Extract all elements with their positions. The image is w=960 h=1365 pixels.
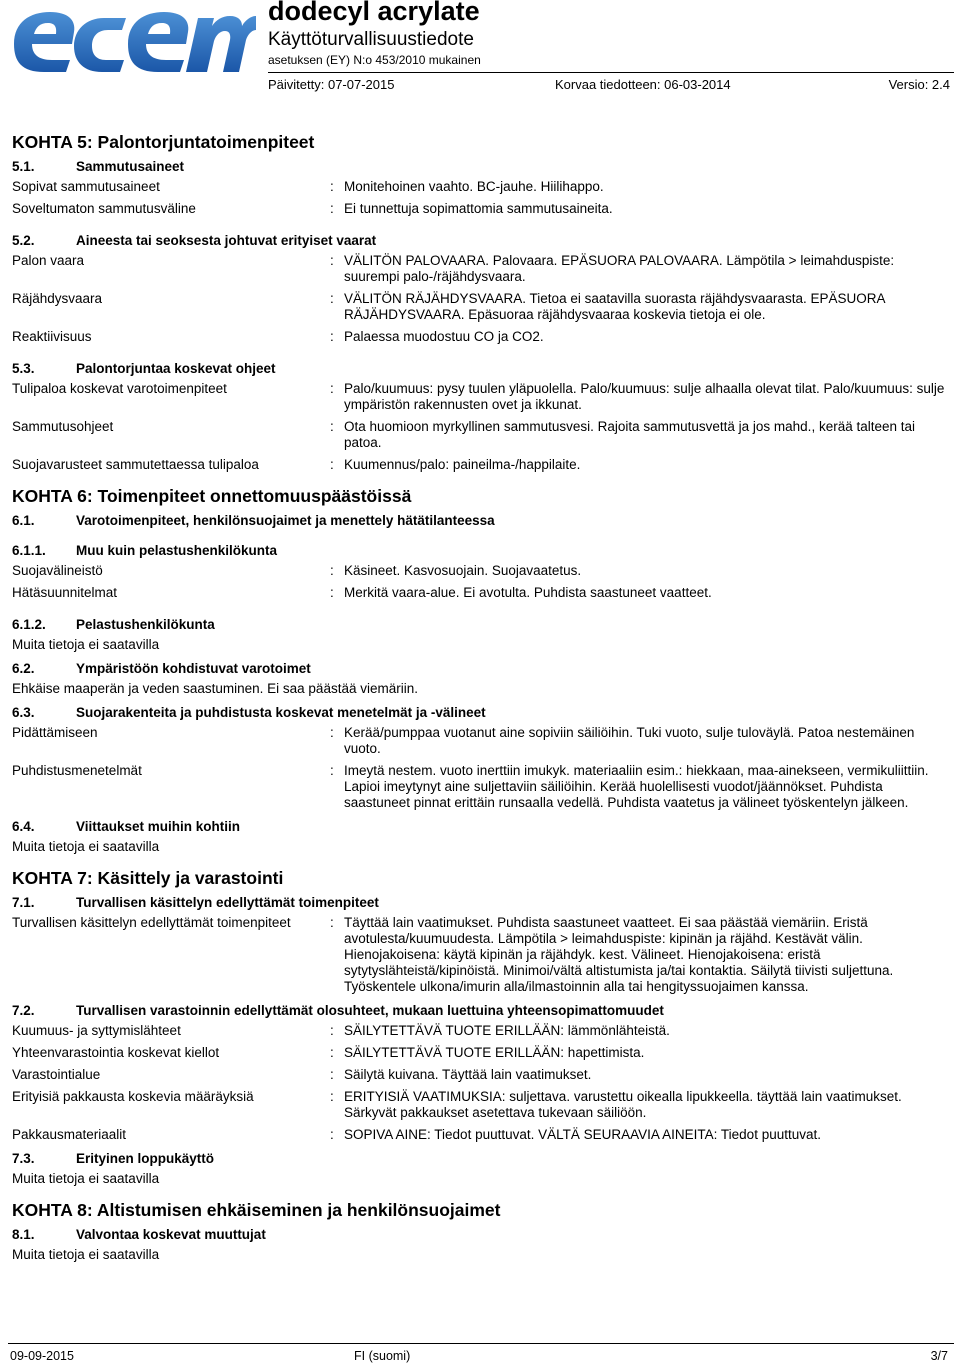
document-body — [12, 129, 952, 1269]
row-label: Sammutusohjeet — [12, 419, 114, 434]
section-7-heading: KOHTA 7: Käsittely ja varastointi — [12, 868, 284, 888]
info-row: Erityisiä pakkausta koskevia määräyksiä : ERITYISIÄ VAATIMUKSIA: suljettava. varustettu oikealla lipukkeella. täyttää lain vaatimukset. Särkyvät pakkaukset asetettava tukevaan säiliöön. — [12, 1089, 952, 1127]
row-value: Käsineet. Kasvosuojain. Suojavaatetus. — [344, 563, 582, 578]
info-row: Tulipaloa koskevat varotoimenpiteet : Palo/kuumuus: pysy tuulen yläpuolella. Palo/kuumuus: sulje alhaalla olevat tilat. Palo/kuumuus: sulje ympäristön rakennusten ovet ja ikkunat. — [12, 381, 952, 419]
paragraph: Muita tietoja ei saatavilla — [12, 839, 160, 854]
subsection-title: Palontorjuntaa koskevat ohjeet — [76, 361, 276, 376]
section-8-heading: KOHTA 8: Altistumisen ehkäiseminen ja henkilönsuojaimet — [12, 1200, 501, 1220]
subsection-7-2 — [12, 1001, 952, 1023]
info-row: Varastointialue : Säilytä kuivana. Täyttää lain vaatimukset. — [12, 1067, 952, 1089]
section-5-heading: KOHTA 5: Palontorjuntatoimenpiteet — [12, 132, 315, 152]
row-label: Hätäsuunnitelmat — [12, 585, 118, 600]
subsection-number: 6.1. — [12, 513, 35, 528]
info-row: Puhdistusmenetelmät : Imeytä nestem. vuoto inerttiin imukyk. materiaaliin esim.: hiekkaan, maa-ainekseen, vermikuliittiin. Lapioi imeytynyt aine suljettaviin säiliöihin. Kerää huolellisesti vuodot/jäännökset. Puhdista saastuneet pinnat erittäin runsaalla vedellä. Puhdista vaatetus ja välineet työskentelyn jälkeen. — [12, 763, 952, 817]
subsection-title: Aineesta tai seoksesta johtuvat erityiset vaarat — [76, 233, 377, 248]
row-label: Pakkausmateriaalit — [12, 1127, 127, 1142]
info-row: Soveltumaton sammutusväline : Ei tunnettuja sopimattomia sammutusaineita. — [12, 201, 952, 223]
updated-date: Päivitetty: 07-07-2015 — [268, 77, 395, 92]
subsection-6-4 — [12, 817, 952, 839]
info-row: Suojavarusteet sammutettaessa tulipaloa : Kuumennus/palo: paineilma-/happilaite. — [12, 457, 952, 479]
info-row: Palon vaara : VÄLITÖN PALOVAARA. Palovaara. EPÄSUORA PALOVAARA. Lämpötila > leimahduspiste: suurempi palo-/räjähdysvaara. — [12, 253, 952, 291]
row-label: Pidättämiseen — [12, 725, 98, 740]
row-label: Turvallisen käsittelyn edellyttämät toimenpiteet — [12, 915, 291, 930]
info-row: Räjähdysvaara : VÄLITÖN RÄJÄHDYSVAARA. Tietoa ei saatavilla suorasta räjähdysvaarasta. EPÄSUORA RÄJÄHDYSVAARA. Epäsuoraa räjähdysvaaraa koskevia tietoja ei ole. — [12, 291, 952, 329]
subsection-number: 5.3. — [12, 361, 35, 376]
info-row: Pidättämiseen : Kerää/pumppaa vuotanut aine sopiviin säiliöihin. Tuki vuoto, sulje tuloväylä. Patoa nestemäinen vuoto. — [12, 725, 952, 763]
paragraph: Ehkäise maaperän ja veden saastuminen. Ei saa päästää viemäriin. — [12, 681, 418, 696]
subsection-5-3 — [12, 359, 952, 381]
row-label: Tulipaloa koskevat varotoimenpiteet — [12, 381, 227, 396]
info-row: Hätäsuunnitelmat : Merkitä vaara-alue. Ei avotulta. Puhdista saastuneet vaatteet. — [12, 585, 952, 607]
subsection-5-1 — [12, 157, 952, 179]
paragraph: Muita tietoja ei saatavilla — [12, 637, 160, 652]
subsection-5-2 — [12, 231, 952, 253]
footer-language: FI (suomi) — [354, 1349, 411, 1363]
row-label: Sopivat sammutusaineet — [12, 179, 160, 194]
row-label: Palon vaara — [12, 253, 85, 268]
row-value: Merkitä vaara-alue. Ei avotulta. Puhdista saastuneet vaatteet. — [344, 585, 712, 600]
info-row: Pakkausmateriaalit : SOPIVA AINE: Tiedot puuttuvat. VÄLTÄ SEURAAVIA AINEITA: Tiedot puuttuvat. — [12, 1127, 952, 1149]
row-value: Säilytä kuivana. Täyttää lain vaatimukset. — [344, 1067, 592, 1082]
row-label: Kuumuus- ja syttymislähteet — [12, 1023, 181, 1038]
product-title: dodecyl acrylate — [268, 0, 480, 26]
subsection-number: 7.3. — [12, 1151, 35, 1166]
info-row: Sopivat sammutusaineet : Monitehoinen vaahto. BC-jauhe. Hiilihappo. — [12, 179, 952, 201]
ecem-logo — [8, 4, 256, 78]
footer-divider — [8, 1343, 954, 1344]
subsection-6-1-2 — [12, 615, 952, 637]
row-value: Ota huomioon myrkyllinen sammutusvesi. Rajoita sammutusvettä ja jos mahd., kerää talteen tai patoa. — [344, 419, 916, 450]
row-value: SÄILYTETTÄVÄ TUOTE ERILLÄÄN: hapettimista. — [344, 1045, 645, 1060]
info-row: Turvallisen käsittelyn edellyttämät toimenpiteet : Täyttää lain vaatimukset. Puhdista saastuneet vaatteet. Ei saa päästää viemäriin. Eristä avotulesta/kuumuudesta. Lämpötila > leimahduspiste: kipinän ja räjähd. Kestävät välin. Hienojakoisena: käytä kipinän ja räjähdyk. kest. Välineet. Hienojakoisena: eristä sytytyslähteistä/kipinöistä. Minimoi/vältä altistumista ja/tai kontaktia. Säilytä tiivisti suljettuna. Työskentele ulkona/imurin alla/ilmastoinnin alla tai hengityssuojaimen kanssa. — [12, 915, 952, 1001]
subsection-6-3 — [12, 703, 952, 725]
row-value: VÄLITÖN RÄJÄHDYSVAARA. Tietoa ei saatavilla suorasta räjähdysvaarasta. EPÄSUORA RÄJÄHDYSVAARA. Epäsuoraa räjähdysvaaraa koskevia tietoja ei ole. — [344, 291, 885, 322]
page-number: 3/7 — [930, 1349, 948, 1363]
subsection-title: Ympäristöön kohdistuvat varotoimet — [76, 661, 311, 676]
row-value: Palaessa muodostuu CO ja CO2. — [344, 329, 544, 344]
subsection-number: 6.3. — [12, 705, 35, 720]
row-label: Soveltumaton sammutusväline — [12, 201, 196, 216]
subsection-6-1 — [12, 511, 952, 533]
row-value: Täyttää lain vaatimukset. Puhdista saastuneet vaatteet. Ei saa päästää viemäriin. Eristä avotulesta/kuumuudesta. Lämpötila > leimahduspiste: kipinän ja räjähd. Kestävät välin. Hienojakoisena: käytä kipinän ja räjähdyk. kest. Välineet. Hienojakoisena: eristä sytytyslähteistä/kipinöistä. Minimoi/vältä altistumista ja/tai kontaktia. Säilytä tiivisti suljettuna. Työskentele ulkona/imurin alla/ilmastoinnin alla tai hengityssuojaimen kanssa. — [344, 915, 894, 994]
version: Versio: 2.4 — [888, 77, 950, 92]
replaces-date: Korvaa tiedotteen: 06-03-2014 — [555, 77, 731, 92]
subsection-6-2 — [12, 659, 952, 681]
row-label: Räjähdysvaara — [12, 291, 103, 306]
subsection-title: Viittaukset muihin kohtiin — [76, 819, 241, 834]
paragraph: Muita tietoja ei saatavilla — [12, 1247, 160, 1262]
row-label: Puhdistusmenetelmät — [12, 763, 142, 778]
row-label: Yhteenvarastointia koskevat kiellot — [12, 1045, 220, 1060]
subsection-number: 6.1.1. — [12, 543, 46, 558]
row-value: ERITYISIÄ VAATIMUKSIA: suljettava. varustettu oikealla lipukkeella. täyttää lain vaatimukset. Särkyvät pakkaukset asetettava tukevaan säiliöön. — [344, 1089, 902, 1120]
row-value: SOPIVA AINE: Tiedot puuttuvat. VÄLTÄ SEURAAVIA AINEITA: Tiedot puuttuvat. — [344, 1127, 821, 1142]
subsection-title: Muu kuin pelastushenkilökunta — [76, 543, 278, 558]
subsection-7-1 — [12, 893, 952, 915]
subsection-title: Valvontaa koskevat muuttujat — [76, 1227, 266, 1242]
regulation: asetuksen (EY) N:o 453/2010 mukainen — [268, 53, 481, 67]
row-value: SÄILYTETTÄVÄ TUOTE ERILLÄÄN: lämmönlähteistä. — [344, 1023, 670, 1038]
row-label: Erityisiä pakkausta koskevia määräyksiä — [12, 1089, 254, 1104]
subsection-6-1-1 — [12, 541, 952, 563]
subsection-number: 7.2. — [12, 1003, 35, 1018]
row-value: Ei tunnettuja sopimattomia sammutusaineita. — [344, 201, 613, 216]
row-label: Suojavarusteet sammutettaessa tulipaloa — [12, 457, 259, 472]
info-row: Yhteenvarastointia koskevat kiellot : SÄILYTETTÄVÄ TUOTE ERILLÄÄN: hapettimista. — [12, 1045, 952, 1067]
info-row: Reaktiivisuus : Palaessa muodostuu CO ja CO2. — [12, 329, 952, 351]
info-row: Sammutusohjeet : Ota huomioon myrkyllinen sammutusvesi. Rajoita sammutusvettä ja jos mahd., kerää talteen tai patoa. — [12, 419, 952, 457]
row-label: Reaktiivisuus — [12, 329, 92, 344]
subsection-number: 6.4. — [12, 819, 35, 834]
subsection-title: Turvallisen varastoinnin edellyttämät olosuhteet, mukaan luettuina yhteensopimattomuudet — [76, 1003, 664, 1018]
subsection-title: Suojarakenteita ja puhdistusta koskevat menetelmät ja -välineet — [76, 705, 486, 720]
subsection-title: Pelastushenkilökunta — [76, 617, 215, 632]
subsection-number: 6.1.2. — [12, 617, 46, 632]
row-value: Imeytä nestem. vuoto inerttiin imukyk. materiaaliin esim.: hiekkaan, maa-ainekseen, vermikuliittiin. Lapioi imeytynyt aine suljettaviin säiliöihin. Kerää huolellisesti vuodot/jäännökset. Puhdista saastuneet pinnat erittäin runsaalla vedellä. Puhdista vaatetus ja välineet työskentelyn jälkeen. — [344, 763, 929, 810]
row-label: Varastointialue — [12, 1067, 101, 1082]
section-6-heading: KOHTA 6: Toimenpiteet onnettomuuspäästöissä — [12, 486, 412, 506]
subsection-number: 8.1. — [12, 1227, 35, 1242]
subsection-number: 7.1. — [12, 895, 35, 910]
subsection-number: 5.2. — [12, 233, 35, 248]
row-value: Palo/kuumuus: pysy tuulen yläpuolella. Palo/kuumuus: sulje alhaalla olevat tilat. Palo/kuumuus: sulje ympäristön rakennusten ovet ja ikkunat. — [344, 381, 945, 412]
document-type: Käyttöturvallisuustiedote — [268, 29, 474, 50]
row-value: Kerää/pumppaa vuotanut aine sopiviin säiliöihin. Tuki vuoto, sulje tuloväylä. Patoa nestemäinen vuoto. — [344, 725, 915, 756]
row-value: Monitehoinen vaahto. BC-jauhe. Hiilihappo. — [344, 179, 604, 194]
info-row: Kuumuus- ja syttymislähteet : SÄILYTETTÄVÄ TUOTE ERILLÄÄN: lämmönlähteistä. — [12, 1023, 952, 1045]
subsection-number: 6.2. — [12, 661, 35, 676]
subsection-8-1 — [12, 1225, 952, 1247]
row-value: VÄLITÖN PALOVAARA. Palovaara. EPÄSUORA PALOVAARA. Lämpötila > leimahduspiste: suurempi palo-/räjähdysvaara. — [344, 253, 895, 284]
subsection-title: Sammutusaineet — [76, 159, 185, 174]
paragraph: Muita tietoja ei saatavilla — [12, 1171, 160, 1186]
info-row: Suojavälineistö : Käsineet. Kasvosuojain. Suojavaatetus. — [12, 563, 952, 585]
header-divider — [268, 72, 954, 73]
row-value: Kuumennus/palo: paineilma-/happilaite. — [344, 457, 581, 472]
subsection-title: Erityinen loppukäyttö — [76, 1151, 215, 1166]
subsection-title: Varotoimenpiteet, henkilönsuojaimet ja menettely hätätilanteessa — [76, 513, 495, 528]
footer-date: 09-09-2015 — [10, 1349, 74, 1363]
row-label: Suojavälineistö — [12, 563, 103, 578]
subsection-number: 5.1. — [12, 159, 35, 174]
subsection-title: Turvallisen käsittelyn edellyttämät toimenpiteet — [76, 895, 379, 910]
subsection-7-3 — [12, 1149, 952, 1171]
